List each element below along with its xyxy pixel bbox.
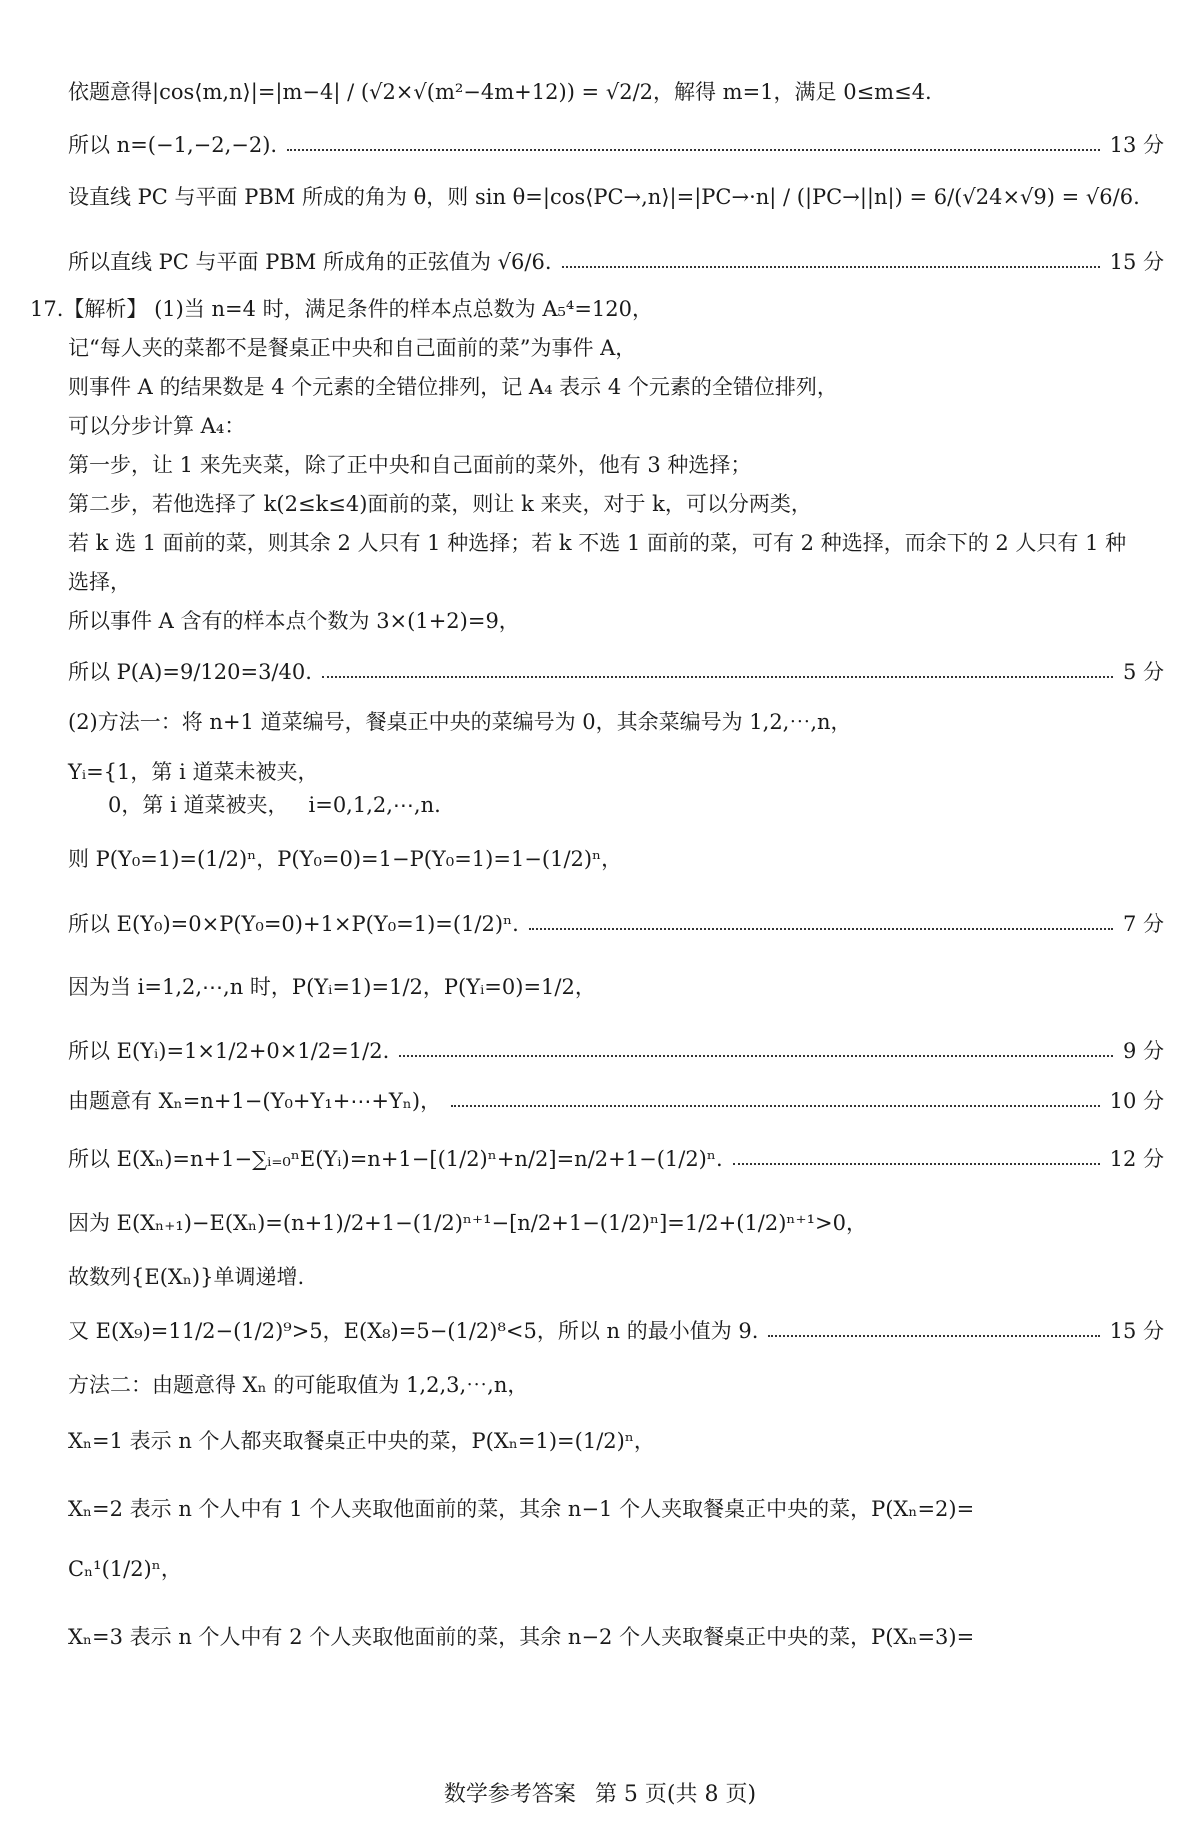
- line-10: [68, 487, 1164, 521]
- line-30: [68, 1552, 1164, 1586]
- line-text: Yᵢ={1，第 i 道菜未被夹，: [68, 760, 319, 784]
- line-24: [68, 1206, 1164, 1240]
- score-label: 15 分: [1109, 250, 1164, 274]
- score-label: 9 分: [1122, 1039, 1164, 1063]
- line-text: Xₙ=3 表示 n 个人中有 2 个人夹取他面前的菜，其余 n−2 个人夹取餐桌正中央的菜，P(Xₙ=3)=: [68, 1625, 975, 1649]
- line-5: [30, 292, 1164, 326]
- leader-dots: [451, 1103, 1100, 1107]
- leader-dots: [399, 1053, 1113, 1057]
- line-7: [68, 370, 1164, 404]
- line-21: [68, 1034, 1164, 1068]
- line-text: Xₙ=1 表示 n 个人都夹取餐桌正中央的菜，P(Xₙ=1)=(1/2)ⁿ，: [68, 1429, 655, 1453]
- line-text: 则事件 A 的结果数是 4 个元素的全错位排列，记 A₄ 表示 4 个元素的全错位排列，: [68, 375, 838, 399]
- line-text: 选择，: [68, 570, 131, 594]
- line-1: [68, 75, 1164, 109]
- line-15: [68, 705, 1164, 739]
- line-text: 方法二：由题意得 Xₙ 的可能取值为 1,2,3,⋯,n，: [68, 1373, 529, 1397]
- line-text: 第二步，若他选择了 k(2≤k≤4)面前的菜，则让 k 来夹，对于 k，可以分两类，: [68, 492, 812, 516]
- leader-dots: [287, 147, 1100, 151]
- line-text: 依题意得|cos⟨m,n⟩|=|m−4| / (√2×√(m²−4m+12)) = √2/2，解得 m=1，满足 0≤m≤4.: [68, 80, 932, 104]
- line-text: 所以 E(Y₀)=0×P(Y₀=0)+1×P(Y₀=1)=(1/2)ⁿ.: [68, 912, 519, 936]
- line-6: [68, 331, 1164, 365]
- line-11: [68, 526, 1164, 560]
- line-31: [68, 1620, 1164, 1654]
- line-13: [68, 604, 1164, 638]
- line-29: [68, 1492, 1164, 1526]
- line-text: 第一步，让 1 来先夹菜，除了正中央和自己面前的菜外，他有 3 种选择；: [68, 453, 752, 477]
- line-19: [68, 907, 1164, 941]
- score-label: 10 分: [1109, 1089, 1164, 1113]
- line-text: 所以事件 A 含有的样本点个数为 3×(1+2)=9，: [68, 609, 520, 633]
- line-8: [68, 409, 1164, 443]
- footer-subject: 数学参考答案: [443, 1782, 576, 1807]
- line-text: 可以分步计算 A₄：: [68, 414, 246, 438]
- line-text: 0，第 i 道菜被夹， i=0,1,2,⋯,n.: [68, 793, 441, 817]
- line-text: 则 P(Y₀=1)=(1/2)ⁿ，P(Y₀=0)=1−P(Y₀=1)=1−(1/2)ⁿ，: [68, 847, 623, 871]
- line-18: [68, 842, 1164, 876]
- line-28: [68, 1424, 1164, 1458]
- line-14: [68, 655, 1164, 689]
- line-9: [68, 448, 1164, 482]
- line-text: 所以 E(Xₙ)=n+1−∑ᵢ₌₀ⁿE(Yᵢ)=n+1−[(1/2)ⁿ+n/2]=n/2+1−(1/2)ⁿ.: [68, 1147, 723, 1171]
- line-text: 因为当 i=1,2,⋯,n 时，P(Yᵢ=1)=1/2，P(Yᵢ=0)=1/2，: [68, 975, 596, 999]
- line-text: 所以 P(A)=9/120=3/40.: [68, 660, 312, 684]
- leader-dots: [562, 264, 1100, 268]
- score-label: 13 分: [1109, 133, 1164, 157]
- footer-page-number: 第 5 页(共 8 页): [594, 1782, 757, 1807]
- line-text: 所以 E(Yᵢ)=1×1/2+0×1/2=1/2.: [68, 1039, 390, 1063]
- score-label: 15 分: [1109, 1319, 1164, 1343]
- line-text: 因为 E(Xₙ₊₁)−E(Xₙ)=(n+1)/2+1−(1/2)ⁿ⁺¹−[n/2+1−(1/2)ⁿ]=1/2+(1/2)ⁿ⁺¹>0，: [68, 1211, 867, 1235]
- line-text: 所以直线 PC 与平面 PBM 所成角的正弦值为 √6/6.: [68, 250, 552, 274]
- line-text: Xₙ=2 表示 n 个人中有 1 个人夹取他面前的菜，其余 n−1 个人夹取餐桌正中央的菜，P(Xₙ=2)=: [68, 1497, 975, 1521]
- line-text: (2)方法一：将 n+1 道菜编号，餐桌正中央的菜编号为 0，其余菜编号为 1,2,⋯,n，: [68, 710, 852, 734]
- score-label: 5 分: [1122, 660, 1164, 684]
- line-17: [68, 788, 1164, 822]
- leader-dots: [733, 1161, 1100, 1165]
- line-text: 所以 n=(−1,−2,−2).: [68, 133, 278, 157]
- line-text: 故数列{E(Xₙ)}单调递增.: [68, 1265, 305, 1289]
- leader-dots: [529, 926, 1113, 930]
- line-3: [68, 180, 1164, 214]
- line-26: [68, 1314, 1164, 1348]
- line-25: [68, 1260, 1164, 1294]
- line-text: 由题意有 Xₙ=n+1−(Y₀+Y₁+⋯+Yₙ)，: [68, 1089, 442, 1113]
- leader-dots: [768, 1333, 1099, 1337]
- line-22: [68, 1084, 1164, 1118]
- line-27: [68, 1368, 1164, 1402]
- line-23: [68, 1142, 1164, 1176]
- leader-dots: [322, 674, 1113, 678]
- line-text: 记“每人夹的菜都不是餐桌正中央和自己面前的菜”为事件 A，: [68, 336, 637, 360]
- line-text: 17.【解析】 (1)当 n=4 时，满足条件的样本点总数为 A₅⁴=120，: [30, 297, 654, 321]
- score-label: 7 分: [1122, 912, 1164, 936]
- line-2: [68, 128, 1164, 162]
- score-label: 12 分: [1109, 1147, 1164, 1171]
- line-text: 设直线 PC 与平面 PBM 所成的角为 θ，则 sin θ=|cos⟨PC→,n⟩|=|PC→·n| / (|PC→||n|) = 6/(√24×√9) = √6/6.: [68, 185, 1140, 209]
- line-text: Cₙ¹(1/2)ⁿ，: [68, 1557, 182, 1581]
- page-footer: [0, 1780, 1200, 1810]
- line-12: [68, 565, 1164, 599]
- line-20: [68, 970, 1164, 1004]
- line-text: 若 k 选 1 面前的菜，则其余 2 人只有 1 种选择；若 k 不选 1 面前的菜，可有 2 种选择，而余下的 2 人只有 1 种: [68, 531, 1127, 555]
- line-4: [68, 245, 1164, 279]
- line-text: 又 E(X₉)=11/2−(1/2)⁹>5，E(X₈)=5−(1/2)⁸<5，所以 n 的最小值为 9.: [68, 1319, 759, 1343]
- line-16: [68, 755, 1164, 789]
